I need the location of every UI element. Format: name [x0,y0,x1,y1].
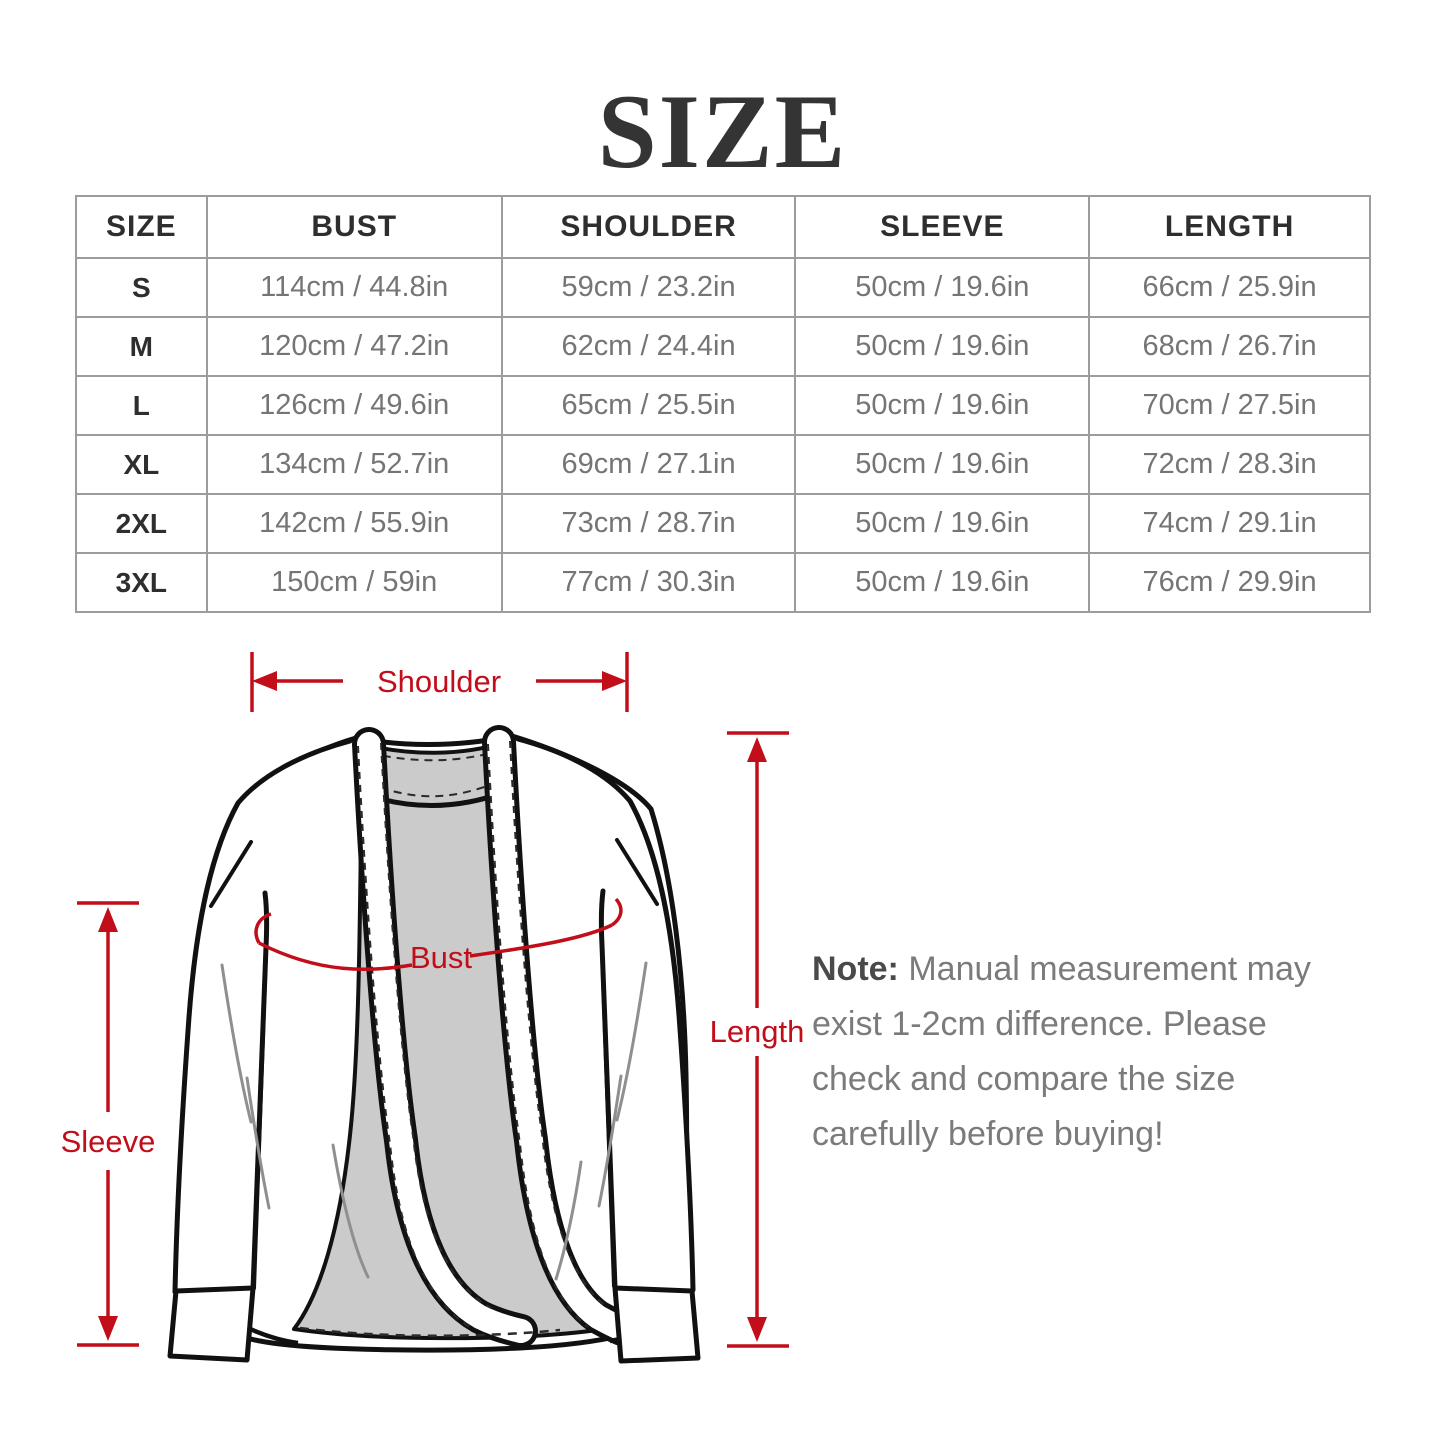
sleeve-cell: 50cm / 19.6in [795,494,1089,553]
size-cell: 3XL [76,553,207,612]
bust-cell: 126cm / 49.6in [207,376,502,435]
length-cell: 66cm / 25.9in [1089,258,1370,317]
table-header-row [76,196,1370,258]
bust-cell: 120cm / 47.2in [207,317,502,376]
right-cuff [615,1288,698,1361]
shoulder-label: Shoulder [376,664,502,699]
sleeve-measure-arrow [61,903,156,1345]
shoulder-cell: 59cm / 23.2in [502,258,796,317]
column-header-bust: BUST [207,196,502,258]
length-cell: 68cm / 26.7in [1089,317,1370,376]
sleeve-label: Sleeve [60,1124,156,1159]
shoulder-measure-arrow [252,652,627,712]
column-header-length: LENGTH [1089,196,1370,258]
shoulder-cell: 73cm / 28.7in [502,494,796,553]
length-cell: 72cm / 28.3in [1089,435,1370,494]
cardigan-illustration [170,736,698,1361]
column-header-sleeve: SLEEVE [795,196,1089,258]
bust-cell: 114cm / 44.8in [207,258,502,317]
sleeve-cell: 50cm / 19.6in [795,376,1089,435]
table-row [76,258,1370,317]
sleeve-cell: 50cm / 19.6in [795,435,1089,494]
table-row [76,435,1370,494]
table-row [76,317,1370,376]
column-header-shoulder: SHOULDER [502,196,796,258]
bust-label: Bust [409,940,473,975]
shoulder-cell: 65cm / 25.5in [502,376,796,435]
length-measure-arrow [710,733,805,1346]
shoulder-cell: 77cm / 30.3in [502,553,796,612]
sleeve-cell: 50cm / 19.6in [795,258,1089,317]
shoulder-cell: 62cm / 24.4in [502,317,796,376]
note-text: Manual measurement may [908,950,1311,988]
length-label: Length [709,1014,805,1049]
sleeve-cell: 50cm / 19.6in [795,553,1089,612]
note-line: carefully before buying! [812,1115,1164,1153]
note-prefix: Note: [812,950,899,988]
shoulder-cell: 69cm / 27.1in [502,435,796,494]
page-title: SIZE [597,73,848,190]
size-cell: 2XL [76,494,207,553]
length-cell: 74cm / 29.1in [1089,494,1370,553]
size-cell: M [76,317,207,376]
bust-cell: 134cm / 52.7in [207,435,502,494]
note-line [812,942,1412,997]
size-table [75,195,1371,613]
bust-cell: 142cm / 55.9in [207,494,502,553]
note-line: check and compare the size [812,1060,1236,1098]
sleeve-cell: 50cm / 19.6in [795,317,1089,376]
bust-cell: 150cm / 59in [207,553,502,612]
size-cell: L [76,376,207,435]
table-row [76,553,1370,612]
length-cell: 70cm / 27.5in [1089,376,1370,435]
left-cuff [170,1288,253,1360]
size-cell: S [76,258,207,317]
note-line: exist 1-2cm difference. Please [812,1005,1267,1043]
table-row [76,376,1370,435]
column-header-size: SIZE [76,196,207,258]
note-block [812,942,1412,1162]
table-row [76,494,1370,553]
length-cell: 76cm / 29.9in [1089,553,1370,612]
size-cell: XL [76,435,207,494]
